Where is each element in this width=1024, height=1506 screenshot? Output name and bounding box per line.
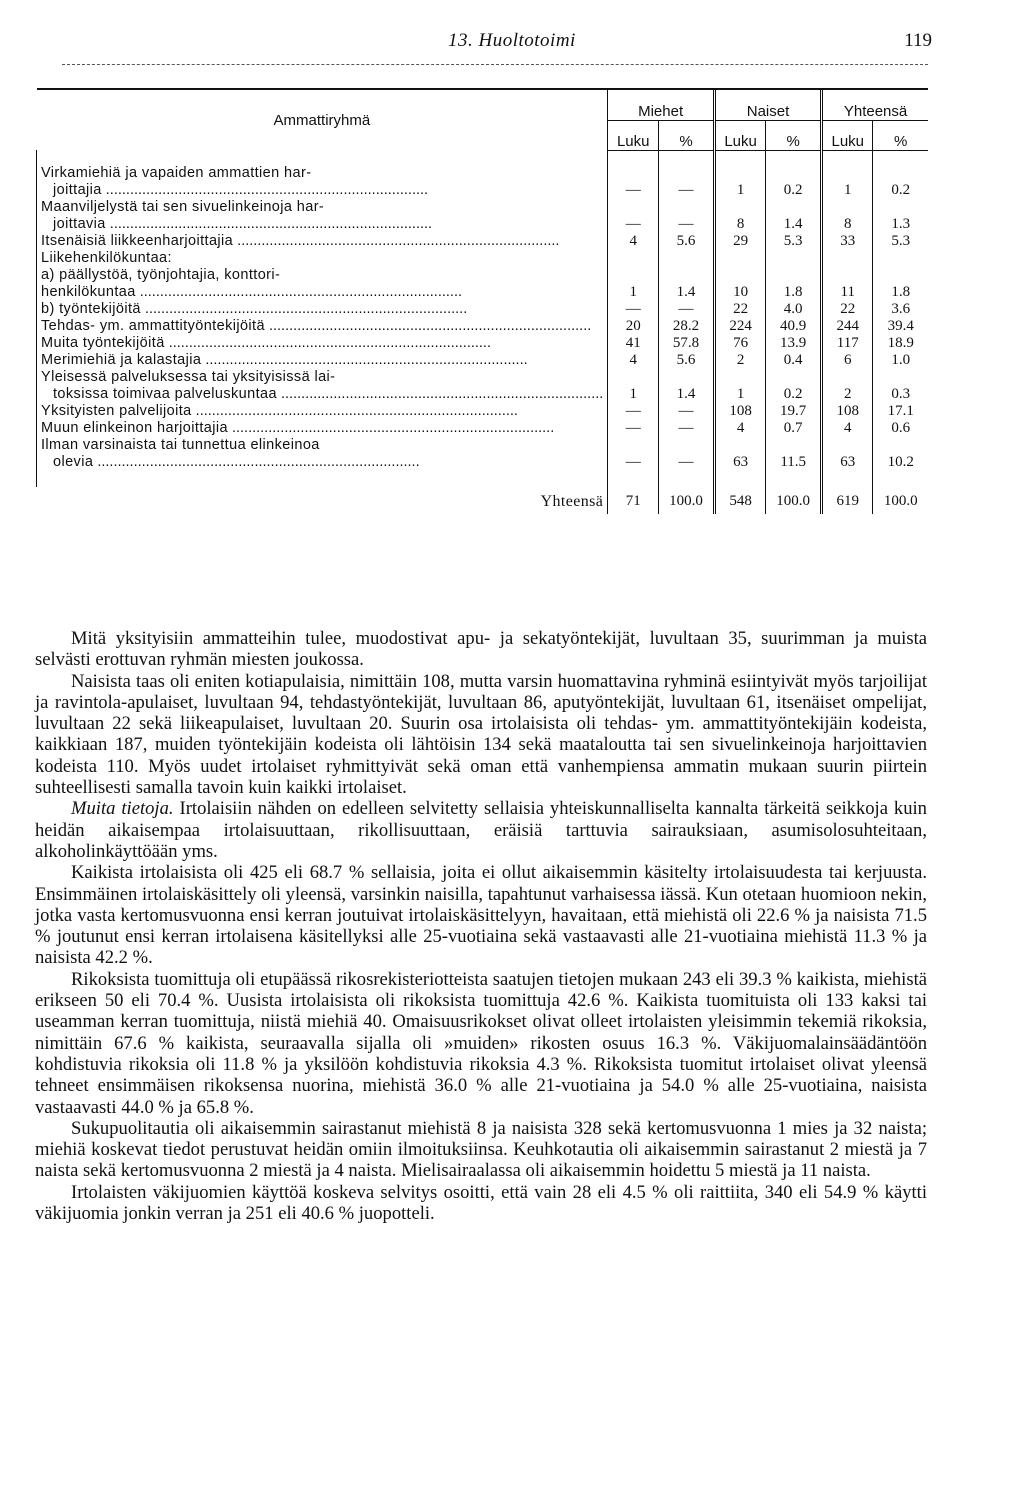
paragraph <box>35 862 927 968</box>
table-row <box>37 250 929 267</box>
leader-dots: ................................................................................ <box>276 385 604 402</box>
cell-percent: 39.4 <box>873 318 928 335</box>
cell-count: 108 <box>822 403 873 420</box>
cell-count: 76 <box>714 335 765 352</box>
row-label-line: Muita työntekijöitä ................................................................................ <box>41 334 491 351</box>
cell-count: 224 <box>714 318 765 335</box>
cell-count: 1 <box>822 165 873 199</box>
row-label <box>37 165 608 199</box>
cell-percent: 10.2 <box>873 437 928 471</box>
paragraph-lead: Muita tietoja. <box>71 798 174 820</box>
cell-count: 2 <box>714 352 765 369</box>
table-spacer <box>37 150 929 165</box>
cell-percent: 0.2 <box>873 165 928 199</box>
cell-percent: 1.3 <box>873 199 928 233</box>
cell-percent: 0.3 <box>873 369 928 403</box>
row-label-line: Virkamiehiä ja vapaiden ammattien har- <box>41 164 312 181</box>
cell-percent: 1.4 <box>659 267 715 301</box>
row-label <box>37 420 608 437</box>
total-count: 548 <box>714 487 765 514</box>
cell-count: 1 <box>714 165 765 199</box>
cell-count <box>608 250 659 267</box>
paragraph <box>35 1182 927 1225</box>
subheader-total-percent: % <box>873 121 928 150</box>
row-label <box>37 335 608 352</box>
cell-count: 4 <box>629 351 637 368</box>
column-header-total: Yhteensä <box>822 90 928 121</box>
table-row <box>37 301 929 318</box>
leader-dots: ................................................................................ <box>233 232 560 249</box>
header-divider <box>62 64 928 65</box>
paragraph-text: Naisista taas oli eniten kotiapulaisia, nimittäin 108, mutta varsin huomattavina ryhminä esiintyivät myös tarjoilijat ja ravintola-apulaiset, luvultaan 94, tehdastyöntekijät, luvultaan 86, aputyöntekijät, luvultaan 61, itsenäiset ompelijat, luvultaan 22 sekä liikeapulaiset, luvultaan 20. Suurin osa irtolaisista oli tehdas- ym. ammattityöntekijäin kodeista, kaikkiaan 187, muiden työntekijäin kodeista oli lähtöisin 134 sekä maataloutta tai sen sivuelinkeinoja harjoittavien kodeista 110. Myös uudet irtolaiset ryhmittyivät sekä oman että vanhempiensa ammatin mukaan suurin piirtein suhteellisesti samalla tavoin kuin kaikki irtolaiset. <box>35 670 927 799</box>
subheader-women-percent: % <box>766 121 822 150</box>
cell-percent: 13.9 <box>766 335 822 352</box>
page-number: 119 <box>904 30 932 51</box>
table-row <box>37 403 929 420</box>
table-spacer <box>37 471 929 487</box>
paragraph-text: Rikoksista tuomittuja oli etupäässä rikosrekisteriotteista saatujen tietojen mukaan 243 eli 39.3 % kaikista, miehistä erikseen 50 eli 70.4 %. Uusista irtolaisista oli rikoksista tuomittuja 42.6 %. Kaikista tuomituista oli 133 kaksi tai useamman kerran tuomittuja, niistä miehiä 40. Omaisuusrikokset olivat olleet irtolaisten yleisimmin tekemiä rikoksia, nimittäin 67.6 % kaikista, seuraavalla sijalla oli »muiden» rikosten osuus 16.3 %. Väkijuomalainsäädäntöön kohdistuvia rikoksia oli 11.8 % ja yksilöön kohdistuvia rikoksia 4.3 %. Rikoksista tuomitut irtolaiset olivat yleensä tehneet ensimmäisen rikoksensa nuorina, miehistä 36.0 % alle 21-vuotiaina ja 54.0 % alle 25-vuotiaina, naisista vastaavasti 44.0 % ja 65.8 %. <box>35 968 927 1118</box>
paragraph-text: Kaikista irtolaisista oli 425 eli 68.7 % sellaisia, joita ei ollut aikaisemmin käsitelty irtolaisuudesta tai kerjuusta. Ensimmäinen irtolaiskäsittely oli yleensä, varsinkin naisilla, tapahtunut varhaisessa iässä. Kun otetaan huomioon nekin, jotka vasta kertomusvuonna ensi kerran joutuivat irtolaiskäsittelyyn, havaitaan, että miehistä oli 22.6 % ja naisista 71.5 % joutunut ensi kerran irtolaisena käsitellyksi alle 25-vuotiaina sekä vastaavasti alle 21-vuotiaina miehistä 11.3 % ja naisista 42.2 %. <box>35 862 927 969</box>
cell-count: 11 <box>822 267 873 301</box>
cell-count: — <box>625 300 641 317</box>
table-row <box>37 233 929 250</box>
cell-percent: — <box>659 437 715 471</box>
cell-count <box>714 250 765 267</box>
cell-percent: 1.0 <box>873 352 928 369</box>
cell-count: 41 <box>625 334 641 351</box>
paragraph <box>35 671 927 799</box>
cell-percent: 5.3 <box>873 233 928 250</box>
cell-count: 33 <box>822 233 873 250</box>
cell-count: 1 <box>714 369 765 403</box>
row-label <box>37 369 608 403</box>
paragraph-text: Mitä yksityisiin ammatteihin tulee, muodostivat apu- ja sekatyöntekijät, luvultaan 35, suurimman ja muista selvästi erottuvan ryhmän miesten joukossa. <box>35 628 927 671</box>
cell-percent: 0.4 <box>766 352 822 369</box>
cell-count: 117 <box>822 335 873 352</box>
row-label-line: Merimiehiä ja kalastajia ................................................................................ <box>41 351 528 368</box>
row-label-line: Itsenäisiä liikkeenharjoittajia ................................................................................ <box>41 232 560 249</box>
row-label-line: olevia ................................................................................ <box>53 453 420 470</box>
total-label: Yhteensä <box>37 487 608 514</box>
row-label-line: Tehdas- ym. ammattityöntekijöitä ................................................................................ <box>41 317 592 334</box>
column-header-occupation-group: Ammattiryhmä <box>37 90 608 150</box>
cell-count: 244 <box>822 318 873 335</box>
cell-percent: — <box>659 403 715 420</box>
cell-percent: 3.6 <box>873 301 928 318</box>
cell-percent <box>766 250 822 267</box>
cell-percent: 0.6 <box>873 420 928 437</box>
occupation-table <box>36 88 928 514</box>
cell-count: 1 <box>629 283 637 300</box>
body-text <box>35 628 927 1224</box>
paragraph-text: Irtolaisten väkijuomien käyttöä koskeva selvitys osoitti, että vain 28 eli 4.5 % oli raittiita, 340 eli 54.9 % käytti väkijuomia jonkin verran ja 251 eli 40.6 % juopotteli. <box>35 1181 927 1225</box>
table-row <box>37 318 929 335</box>
cell-count: 63 <box>714 437 765 471</box>
row-label-line: Ilman varsinaista tai tunnettua elinkeinoa <box>41 436 320 453</box>
leader-dots: ................................................................................ <box>101 181 429 198</box>
row-label-line: b) työntekijöitä ................................................................................ <box>41 300 468 317</box>
cell-count: 22 <box>714 301 765 318</box>
cell-percent: 18.9 <box>873 335 928 352</box>
cell-percent: 40.9 <box>766 318 822 335</box>
paragraph-text: Irtolaisiin nähden on edelleen selvitetty sellaisia yhteiskunnalliselta kannalta tärkeitä seikkoja kuin heidän aikaisempaa irtolaisuuttaan, rikollisuuttaan, eräisiä tarttuvia sairauksiaan, asumisolosuhteitaan, alkoholinkäyttöään yms. <box>35 798 927 862</box>
row-label-line: toksissa toimivaa palveluskuntaa ................................................................................ <box>53 385 604 402</box>
cell-percent: 4.0 <box>766 301 822 318</box>
row-label-line: Muun elinkeinon harjoittajia ................................................................................ <box>41 419 555 436</box>
row-label-line: henkilökuntaa ................................................................................ <box>41 283 463 300</box>
cell-percent <box>873 250 928 267</box>
cell-count: 8 <box>822 199 873 233</box>
paragraph <box>35 798 927 862</box>
cell-percent: 1.8 <box>873 267 928 301</box>
leader-dots: ................................................................................ <box>191 402 518 419</box>
cell-percent: 57.8 <box>659 335 715 352</box>
table-row <box>37 335 929 352</box>
cell-count: 6 <box>822 352 873 369</box>
row-label <box>37 352 608 369</box>
row-label-line: Maanviljelystä tai sen sivuelinkeinoja har- <box>41 198 325 215</box>
cell-count: 4 <box>822 420 873 437</box>
row-label <box>37 199 608 233</box>
cell-count: 2 <box>822 369 873 403</box>
row-label <box>37 403 608 420</box>
table-row <box>37 352 929 369</box>
table-row <box>37 165 929 199</box>
cell-count: — <box>625 181 641 198</box>
cell-count: 22 <box>822 301 873 318</box>
cell-count: 8 <box>714 199 765 233</box>
chapter-title: 13. Huoltotoimi <box>448 30 576 51</box>
leader-dots: ................................................................................ <box>227 419 555 436</box>
table-row <box>37 267 929 301</box>
cell-percent: 28.2 <box>659 318 715 335</box>
total-count: 619 <box>822 487 873 514</box>
row-label-line: joittavia ................................................................................ <box>53 215 433 232</box>
cell-percent: — <box>659 301 715 318</box>
row-label <box>37 318 608 335</box>
cell-percent: 1.8 <box>766 267 822 301</box>
leader-dots: ................................................................................ <box>164 334 491 351</box>
cell-percent: 11.5 <box>766 437 822 471</box>
leader-dots: ................................................................................ <box>264 317 592 334</box>
row-label-line: a) päällystöä, työnjohtajia, konttori- <box>41 266 281 283</box>
cell-percent: 1.4 <box>659 369 715 403</box>
running-header <box>60 30 940 58</box>
cell-percent: 5.3 <box>766 233 822 250</box>
cell-count <box>822 250 873 267</box>
row-label <box>37 301 608 318</box>
row-label <box>37 267 608 301</box>
table-row <box>37 369 929 403</box>
leader-dots: ................................................................................ <box>201 351 528 368</box>
cell-count: — <box>625 215 641 232</box>
cell-percent: 5.6 <box>659 352 715 369</box>
cell-count: 108 <box>714 403 765 420</box>
cell-count: — <box>625 419 641 436</box>
leader-dots: ................................................................................ <box>140 300 468 317</box>
cell-percent: 0.2 <box>766 165 822 199</box>
cell-percent <box>659 250 715 267</box>
leader-dots: ................................................................................ <box>93 453 420 470</box>
table-row <box>37 437 929 471</box>
paragraph <box>35 1118 927 1182</box>
cell-count: 29 <box>714 233 765 250</box>
row-label-line: joittajia ................................................................................ <box>53 181 429 198</box>
total-count: 71 <box>625 492 641 509</box>
cell-percent: 0.2 <box>766 369 822 403</box>
cell-percent: — <box>659 165 715 199</box>
row-label <box>37 233 608 250</box>
subheader-men-count: Luku <box>608 121 659 150</box>
paragraph-text: Sukupuolitautia oli aikaisemmin sairastanut miehistä 8 ja naisista 328 sekä kertomusvuonna 1 mies ja 32 naista; miehiä koskevat tiedot perustuvat heidän omiin ilmoituksiinsa. Keuhkotautia oli aikaisemmin sairastanut 2 miestä ja 7 naista sekä kertomusvuonna 2 miestä ja 4 naista. Mielisairaalassa oli aikaisemmin hoidettu 5 miestä ja 11 naista. <box>35 1117 927 1182</box>
subheader-men-percent: % <box>659 121 715 150</box>
cell-count: 10 <box>714 267 765 301</box>
total-percent: 100.0 <box>766 487 822 514</box>
cell-count: — <box>625 453 641 470</box>
paragraph <box>35 628 927 671</box>
cell-count: 63 <box>822 437 873 471</box>
cell-count: 1 <box>629 385 637 402</box>
row-label <box>37 250 608 267</box>
total-percent: 100.0 <box>873 487 928 514</box>
column-header-women: Naiset <box>714 90 821 121</box>
cell-percent: 17.1 <box>873 403 928 420</box>
table-total-row <box>37 487 929 514</box>
cell-percent: — <box>659 199 715 233</box>
cell-count: 4 <box>714 420 765 437</box>
subheader-total-count: Luku <box>822 121 873 150</box>
subheader-women-count: Luku <box>714 121 765 150</box>
cell-percent: 1.4 <box>766 199 822 233</box>
cell-count: — <box>625 402 641 419</box>
cell-percent: 0.7 <box>766 420 822 437</box>
table-row <box>37 199 929 233</box>
column-header-men: Miehet <box>638 103 684 121</box>
cell-count: 4 <box>629 232 637 249</box>
row-label-line: Yleisessä palveluksessa tai yksityisissä lai- <box>41 368 336 385</box>
leader-dots: ................................................................................ <box>135 283 463 300</box>
row-label-line: Yksityisten palvelijoita ................................................................................ <box>41 402 518 419</box>
table-row <box>37 420 929 437</box>
row-label-line: Liikehenkilökuntaa: <box>41 249 172 266</box>
cell-percent: — <box>659 420 715 437</box>
row-label <box>37 437 608 471</box>
paragraph <box>35 969 927 1118</box>
cell-percent: 19.7 <box>766 403 822 420</box>
cell-percent: 5.6 <box>659 233 715 250</box>
cell-count: 20 <box>625 317 641 334</box>
leader-dots: ................................................................................ <box>105 215 433 232</box>
total-percent: 100.0 <box>659 487 715 514</box>
